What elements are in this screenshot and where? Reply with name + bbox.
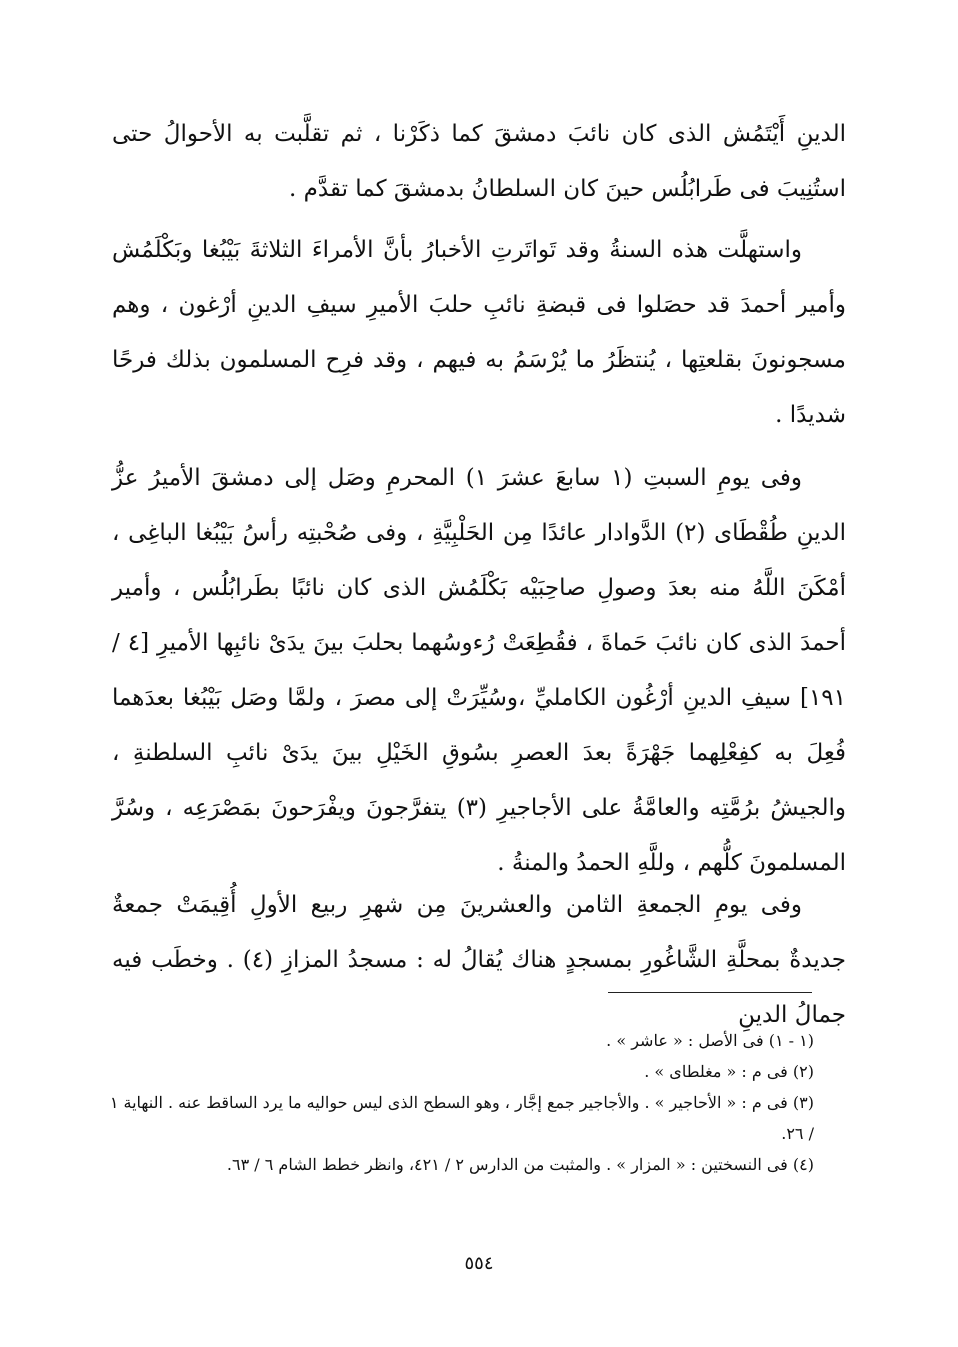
footnote-4: (٤) فى النسختين : « المزار » . والمثبت من الدارس ٢ / ٤٢١، وانظر خطط الشام ٦ / ٦٣. [226,1155,814,1174]
paragraph-friday-prayer: وفى يومِ الجمعةِ الثامن والعشرينَ مِن شهرِ ربيع الأولِ أُقِيمَتْ جمعةٌ جديدةٌ بمحلَّةِ الشَّاغُورِ بمسجدٍ هناك يُقالُ له : مسجدُ المزازِ (٤) . وخطَب فيه جمالُ الدينِ [112,892,847,1028]
footnote-divider [608,992,812,993]
footnote-1: (١ - ١) فى الأصل : « عاشر » . [606,1031,814,1050]
paragraph-year-opening: واستهلَّت هذه السنةُ وقد تَواتَرتِ الأخبارُ بأنَّ الأمراءَ الثلاثةَ بَيْبُغا وبَكْلَمُش وأمير أحمدَ قد حصَلوا فى قبضةِ نائبِ حلبَ الأميرِ سيفِ الدينِ أرْغون ، وهم مسجونونَ بقلعتِها ، يُنتظَرُ ما يُرْسَمُ به فيهم ، وقد فرِح المسلمون بذلك فرحًا شديدًا . [112,237,846,428]
page-number: ٥٥٤ [464,1253,494,1274]
footnotes-section [100,1025,814,1180]
footnote-3: (٣) فى م : « الأحاجير » . والأجاجير جمع إجَّار ، وهو السطح الذى ليس حواليه ما يرد الساقط عنه . النهاية ١ / ٢٦. [109,1093,814,1143]
paragraph-saturday-event: وفى يومِ السبتِ (١ سابعَ عشرَ ١) المحرمِ وصَل إلى دمشقَ الأميرُ عزُّ الدينِ طُقْطَاى (٢) الدَّوادار عائدًا مِن الحَلْبِيَّةِ ، وفى صُحْبتِه رأسُ بَيْبُغا الباغِى ، أمْكَنَ اللَّهُ منه بعدَ وصولِ صاحِبَيْه بَكْلَمُش الذى كان نائبًا بطَرابُلُس ، وأمير أحمدَ الذى كان نائبَ حَماةَ ، فقُطِعَتْ رُءوسُهما بحلبَ بينَ يدَىْ نائبِها الأميرِ [٤ / ١٩١] سيفِ الدينِ أرْغُون الكامليِّ ،وسُيِّرَتْ إلى مصرَ ، ولمَّا وصَل بَيْبُغا بعدَهما فُعِلَ به كفِعْلِهما جَهْرَةً بعدَ العصرِ بسُوقِ الخَيْلِ بينَ يدَىْ نائبِ السلطنةِ ، والجيشُ برُمَّتِه والعامَّةُ على الأجاجيرِ (٣) يتفرَّجونَ ويفْرَحونَ بمَصْرَعِه ، وسُرَّ المسلمونَ كلُّهم ، وللَّهِ الحمدُ والمنةُ . [112,465,847,876]
paragraph-continuation: الدينِ أَيْتَمُش الذى كان نائبَ دمشقَ كما ذكَرْنا ، ثم تقلَّبت به الأحوالُ حتى استُنِيبَ فى طَرابُلُس حينَ كان السلطانُ بدمشقَ كما تقدَّم . [112,121,846,202]
footnote-2: (٢) فى م : « مغلطاى » . [644,1062,814,1081]
